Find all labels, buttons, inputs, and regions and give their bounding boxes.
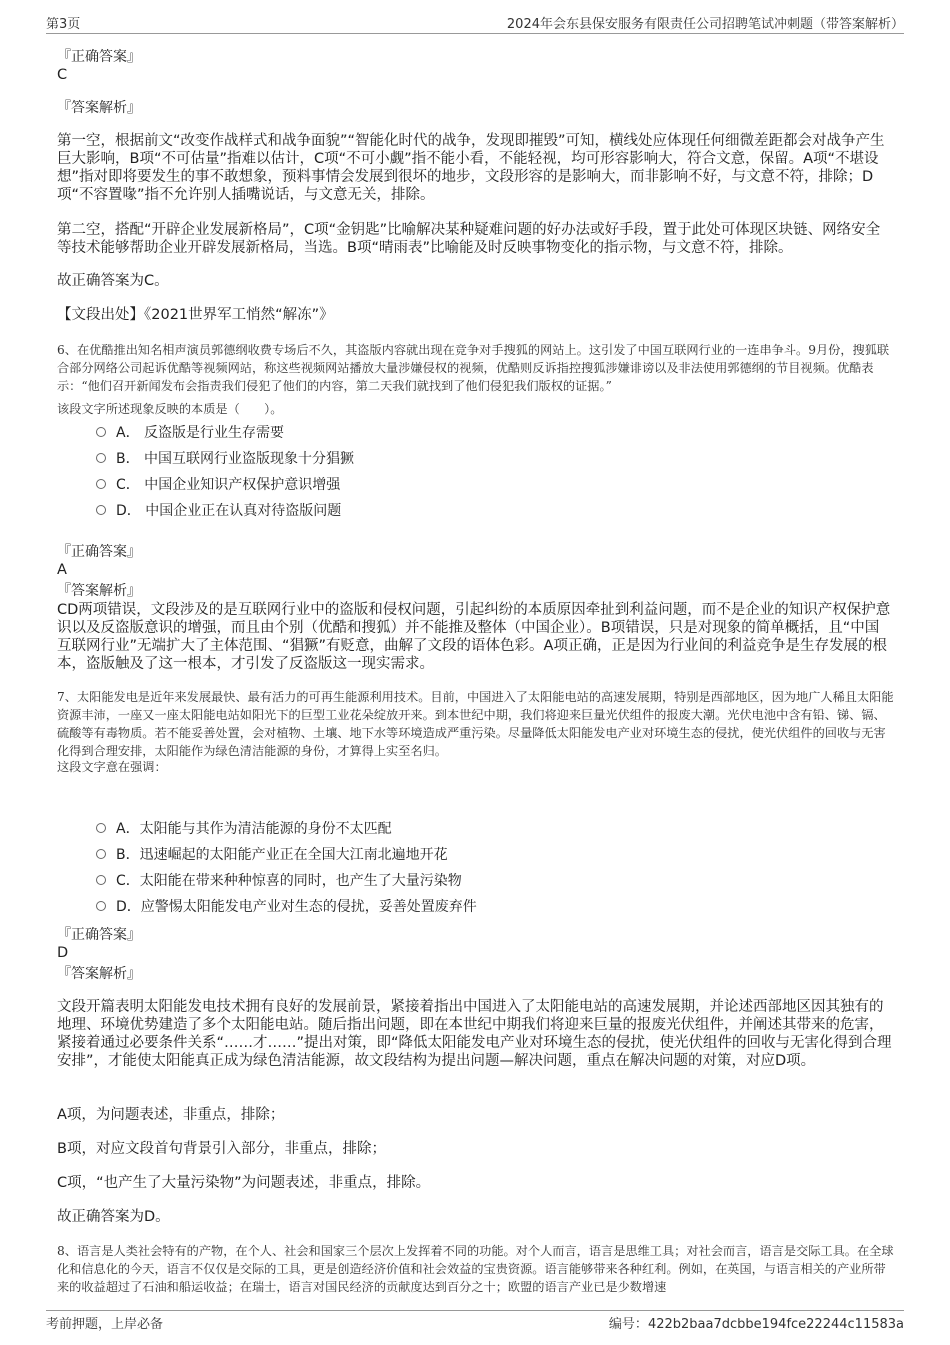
radio-icon[interactable] <box>96 427 106 437</box>
page-footer <box>46 1313 904 1333</box>
q5-analysis-label: 『答案解析』 <box>57 100 141 116</box>
q6-option-b[interactable]: B． 中国互联网行业盗版现象十分猖獗 <box>96 450 354 468</box>
radio-icon[interactable] <box>96 453 106 463</box>
q7-stem: 7、太阳能发电是近年来发展最快、最有活力的可再生能源利用技术。目前，中国进入了太阳能电站的高速发展期，特别是西部地区，因为地广人稀且太阳能资源丰沛，一座又一座太阳能电站如阳光下的巨型工业花朵绽放开来。到本世纪中期，我们将迎来巨量光伏组件的报废大潮。光伏电池中含有铅、锑、镉、硫酸等有毒物质。若不能妥善处置，会对植物、土壤、地下水等环境造成严重污染。尽量降低太阳能发电产业对环境生态的侵扰，使光伏组件的回收与无害化得到合理安排，太阳能作为绿色清洁能源的身份，才算得上实至名归。 <box>57 690 894 758</box>
q7-option-d[interactable]: D．应警惕太阳能发电产业对生态的侵扰，妥善处置废弃件 <box>96 898 477 916</box>
q7-conclusion: 故正确答案为D。 <box>57 1209 170 1225</box>
document-title: 2024年会东县保安服务有限责任公司招聘笔试冲刺题（带答案解析） <box>506 17 904 32</box>
q7-answer: D <box>57 945 69 961</box>
q6-option-c[interactable]: C． 中国企业知识产权保护意识增强 <box>96 476 340 494</box>
radio-icon[interactable] <box>96 479 106 489</box>
radio-icon[interactable] <box>96 875 106 885</box>
q7-option-b[interactable]: B．迅速崛起的太阳能产业正在全国大江南北遍地开花 <box>96 846 448 864</box>
radio-icon[interactable] <box>96 849 106 859</box>
q7-note-a: A项，为问题表述，非重点，排除； <box>57 1107 285 1123</box>
q6-answer-label: 『正确答案』 <box>57 544 141 560</box>
q7-analysis: 文段开篇表明太阳能发电技术拥有良好的发展前景，紧接着指出中国进入了太阳能电站的高速发展期，并论述西部地区因其独有的地理、环境优势建造了多个太阳能电站。随后指出问题，即在本世纪中期我们将迎来巨量的报废光伏组件，并阐述其带来的危害，紧接着通过必要条件关系“……才……”提出对策，即“降低太阳能发电产业对环境生态的侵扰，使光伏组件的回收与无害化得到合理安排”，才能使太阳能真正成为绿色清洁能源，故文段结构为提出问题—解决问题，重点在解决问题的对策，对应D项。 <box>57 999 892 1069</box>
q6-option-a[interactable]: A． 反盗版是行业生存需要 <box>96 424 284 442</box>
q5-analysis-para1: 第一空，根据前文“改变作战样式和战争面貌”“智能化时代的战争，发现即摧毁”可知，横线处应体现任何细微差距都会对战争产生巨大影响，B项“不可估量”指难以估计，C项“不可小觑”指不能小看，不能轻视，均可形容影响大，符合文意，保留。A项“不堪设想”指对即将要发生的事不敢想象，预料事情会发展到很坏的地步，文段形容的是影响大，而非影响不好，与文意不符，排除；D项“不容置喙”指不允许别人插嘴说话，与文意无关，排除。 <box>57 133 885 203</box>
q7-option-c[interactable]: C．太阳能在带来种种惊喜的同时，也产生了大量污染物 <box>96 872 462 890</box>
page-header <box>46 13 904 33</box>
footer-divider <box>46 1310 904 1311</box>
radio-icon[interactable] <box>96 823 106 833</box>
q6-analysis: CD两项错误，文段涉及的是互联网行业中的盗版和侵权问题，引起纠纷的本质原因牵扯到利益问题，而不是企业的知识产权保护意识以及反盗版意识的增强，而且由个别（优酷和搜狐）并不能推及整体（中国企业）。B项错误，只是对现象的简单概括，且“中国互联网行业”无端扩大了主体范围、“猖獗”有贬意，曲解了文段的语体色彩。A项正确，正是因为行业间的利益竞争是生存发展的根本，盗版触及了这一根本，才引发了反盗版这一现实需求。 <box>57 602 891 672</box>
q6-option-d[interactable]: D． 中国企业正在认真对待盗版问题 <box>96 502 341 520</box>
header-divider <box>46 33 904 34</box>
q5-source: 【文段出处】《2021世界军工悄然“解冻”》 <box>57 307 334 323</box>
q5-answer-label: 『正确答案』 <box>57 49 141 65</box>
radio-icon[interactable] <box>96 505 106 515</box>
document-code <box>609 1313 904 1332</box>
q7-option-a[interactable]: A．太阳能与其作为清洁能源的身份不太匹配 <box>96 820 392 838</box>
q7-note-b: B项，对应文段首句背景引入部分，非重点，排除； <box>57 1141 386 1157</box>
q6-answer: A <box>57 562 67 578</box>
q6-question: 该段文字所述现象反映的本质是（ ）。 <box>57 402 283 416</box>
q7-note-c: C项，“也产生了大量污染物”为问题表述，非重点，排除。 <box>57 1175 431 1191</box>
q8-stem: 8、语言是人类社会特有的产物，在个人、社会和国家三个层次上发挥着不同的功能。对个人而言，语言是思维工具；对社会而言，语言是交际工具。在全球化和信息化的今天，语言不仅仅是交际的工具，更是创造经济价值和社会效益的宝贵资源。语言能够带来各种红利。例如，在英国，与语言相关的产业所带来的收益超过了石油和船运收益；在瑞士，语言对国民经济的贡献度达到百分之十；欧盟的语言产业已是少数增速 <box>57 1244 894 1294</box>
q5-conclusion: 故正确答案为C。 <box>57 273 169 289</box>
q5-answer: C <box>57 67 68 83</box>
footer-slogan: 考前押题，上岸必备 <box>46 1317 164 1332</box>
q6-analysis-label: 『答案解析』 <box>57 583 141 599</box>
q7-answer-label: 『正确答案』 <box>57 927 141 943</box>
document-code-label: 编号： <box>608 1317 648 1332</box>
q7-question: 这段文字意在强调： <box>57 760 167 774</box>
q6-stem: 6、在优酷推出知名相声演员郭德纲收费专场后不久，其盗版内容就出现在竞争对手搜狐的网站上。这引发了中国互联网行业的一连串争斗。9月份，搜狐联合部分网络公司起诉优酷等视频网站，称这些视频网站播放大量涉嫌侵权的视频，优酷则反诉指控搜狐涉嫌诽谤以及非法使用郭德纲的节目视频。优酷表示：“他们召开新闻发布会指责我们侵犯了他们的内容，第二天我们就找到了他们侵犯我们版权的证据。” <box>57 343 890 393</box>
q5-analysis-para2: 第二空，搭配“开辟企业发展新格局”，C项“金钥匙”比喻解决某种疑难问题的好办法或好手段，置于此处可体现区块链、网络安全等技术能够帮助企业开辟发展新格局，当选。B项“晴雨表”比喻能及时反映事物变化的指示物，与文意不符，排除。 <box>57 222 881 256</box>
q7-analysis-label: 『答案解析』 <box>57 966 141 982</box>
radio-icon[interactable] <box>96 901 106 911</box>
page-number: 第3页 <box>46 17 81 32</box>
document-code-value: 422b2baa7dcbbe194fce22244c11583a <box>647 1317 904 1332</box>
